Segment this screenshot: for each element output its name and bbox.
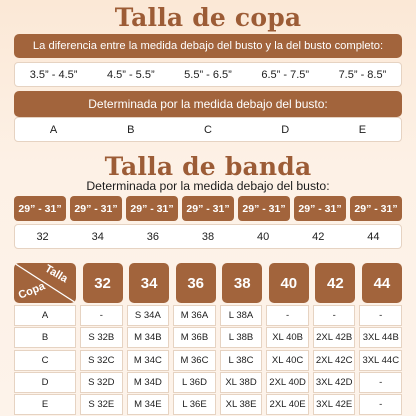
- table-row: [14, 305, 402, 326]
- band-size: 42: [312, 230, 325, 243]
- table-cell: 2XL 42C: [313, 350, 356, 371]
- cup-letter-row: [14, 117, 402, 142]
- table-cell: 2XL 42B: [313, 327, 356, 348]
- cup-letter: A: [49, 123, 58, 136]
- table-cell: M 36A: [173, 305, 216, 326]
- band-range-chip: 29” - 31”: [126, 196, 178, 221]
- cup-letter: E: [358, 123, 367, 136]
- size-table-header: [14, 263, 402, 303]
- cup-letter: B: [127, 123, 135, 136]
- cup-difference-value: 3.5” - 4.5”: [29, 68, 78, 81]
- table-cell: M 36B: [173, 327, 216, 348]
- table-cell: M 34B: [127, 327, 170, 348]
- table-cell: M 34D: [127, 372, 170, 393]
- band-subtitle: Determinada por la medida debajo del busto:: [86, 179, 330, 193]
- corner-copa-label: Copa: [16, 280, 47, 302]
- band-range-chip: 29” - 31”: [182, 196, 234, 221]
- table-cell: -: [80, 305, 123, 326]
- table-cell: S 32D: [80, 372, 123, 393]
- band-range-chip: 29” - 31”: [294, 196, 346, 221]
- table-cell: S 32B: [80, 327, 123, 348]
- table-row: [14, 327, 402, 348]
- table-header-size: 32: [83, 263, 123, 303]
- cup-size-title: Talla de copa: [114, 3, 302, 32]
- table-cell: L 36D: [173, 372, 216, 393]
- cup-difference-value: 4.5” - 5.5”: [106, 68, 155, 81]
- table-cell: XL 38E: [220, 394, 263, 415]
- table-cup-cell: C: [14, 350, 76, 371]
- table-header-size: 36: [176, 263, 216, 303]
- cup-letter: C: [204, 123, 212, 136]
- cup-difference-value: 5.5” - 6.5”: [184, 68, 232, 81]
- table-corner-cell: [14, 263, 76, 303]
- table-cell: S 32E: [80, 394, 123, 415]
- cup-determined-label: Determinada por la medida debajo del busto:: [14, 91, 402, 117]
- table-cell: 3XL 44C: [359, 350, 402, 371]
- band-size: 40: [257, 230, 270, 243]
- table-cell: -: [359, 305, 402, 326]
- band-range-chip: 29” - 31”: [350, 196, 402, 221]
- table-header-size: 40: [269, 263, 309, 303]
- band-size: 36: [146, 230, 159, 243]
- table-row: [14, 372, 402, 393]
- table-header-size: 38: [222, 263, 262, 303]
- table-cell: -: [313, 305, 356, 326]
- table-cell: -: [359, 372, 402, 393]
- table-cell: L 38B: [220, 327, 263, 348]
- size-table-body: [14, 305, 402, 416]
- table-cell: 2XL 40E: [266, 394, 309, 415]
- band-size-row: [14, 224, 402, 249]
- cup-difference-row: [14, 62, 402, 87]
- table-cell: L 36E: [173, 394, 216, 415]
- table-header-size: 34: [129, 263, 169, 303]
- table-cell: XL 38D: [220, 372, 263, 393]
- table-cell: 3XL 42D: [313, 372, 356, 393]
- band-size: 34: [91, 230, 104, 243]
- table-cell: -: [359, 394, 402, 415]
- table-cell: L 38A: [220, 305, 263, 326]
- band-range-chip: 29” - 31”: [70, 196, 122, 221]
- band-range-row: [14, 196, 402, 221]
- table-cup-cell: E: [14, 394, 76, 415]
- table-cup-cell: D: [14, 372, 76, 393]
- table-cell: M 36C: [173, 350, 216, 371]
- band-size: 32: [36, 230, 49, 243]
- band-size: 38: [201, 230, 215, 243]
- table-row: [14, 350, 402, 371]
- band-size: 44: [367, 230, 380, 243]
- cup-difference-value: 7.5” - 8.5”: [338, 68, 387, 81]
- table-row: [14, 394, 402, 415]
- table-cell: 3XL 42E: [313, 394, 356, 415]
- table-header-size: 42: [315, 263, 355, 303]
- band-range-chip: 29” - 31”: [14, 196, 66, 221]
- table-cell: -: [266, 305, 309, 326]
- band-range-chip: 29” - 31”: [238, 196, 290, 221]
- table-cell: XL 40B: [266, 327, 309, 348]
- table-cell: M 34E: [127, 394, 170, 415]
- table-cell: S 32C: [80, 350, 123, 371]
- cup-difference-value: 6.5” - 7.5”: [261, 68, 310, 81]
- table-cup-cell: A: [14, 305, 76, 326]
- table-cell: M 34C: [127, 350, 170, 371]
- table-cell: 2XL 40D: [266, 372, 309, 393]
- band-size-title: Talla de banda: [104, 152, 312, 181]
- table-cup-cell: B: [14, 327, 76, 348]
- corner-talla-label: Talla: [42, 263, 70, 286]
- table-cell: XL 40C: [266, 350, 309, 371]
- cup-letter: D: [281, 123, 290, 136]
- table-cell: L 38C: [220, 350, 263, 371]
- cup-difference-label: La diferencia entre la medida debajo del busto y la del busto completo:: [14, 34, 402, 58]
- table-header-size: 44: [362, 263, 402, 303]
- table-cell: S 34A: [127, 305, 170, 326]
- table-cell: 3XL 44B: [359, 327, 402, 348]
